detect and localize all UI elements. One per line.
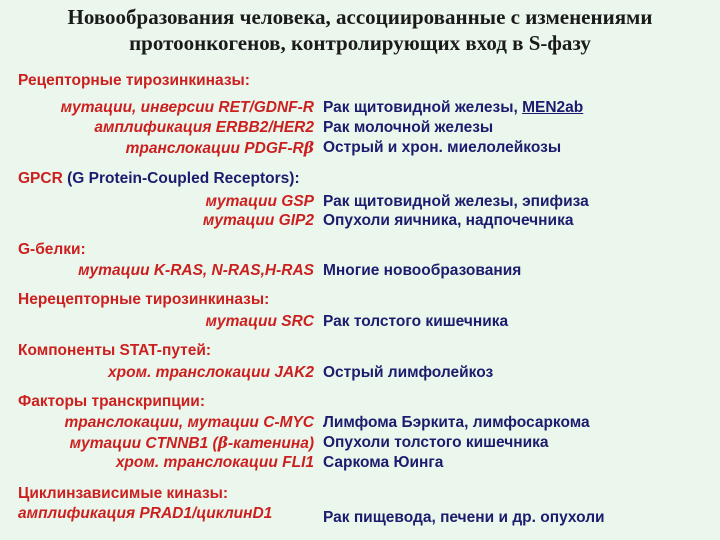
beta-symbol: β: [217, 433, 228, 452]
tumor-type-thyroid: Рак щитовидной железы,: [323, 99, 523, 116]
gene-alteration-pdgfr: [126, 139, 314, 158]
tumor-type-ewing: Саркома Юинга: [323, 454, 444, 471]
gene-alteration-erbb2: амплификация ERBB2/HER2: [94, 119, 314, 136]
group-header-stat: Компоненты STAT-путей:: [18, 342, 212, 359]
gene-alteration-jak2: хром. транслокации JAK2: [108, 364, 314, 381]
group-header-cdk: Циклинзависимые киназы:: [18, 485, 229, 502]
tumor-type-many: Многие новообразования: [323, 262, 522, 279]
slide-title: [0, 4, 720, 56]
tumor-type-colon: Рак толстого кишечника: [323, 313, 509, 330]
ctnnb1-suffix: -катенина): [228, 435, 314, 452]
group-header-transcription-factors: Факторы транскрипции:: [18, 393, 205, 410]
gene-alteration-fli1: хром. транслокации FLI1: [115, 454, 314, 471]
tumor-type-colon-tumors: Опухоли толстого кишечника: [323, 434, 549, 451]
gene-alteration-ras: мутации K-RAS, N-RAS,H-RAS: [78, 262, 314, 279]
gpcr-full: (G Protein-Coupled Receptors):: [67, 170, 300, 187]
title-line-1: Новообразования человека, ассоциированные с изменениями: [67, 5, 653, 29]
gene-alteration-gip2: мутации GIP2: [202, 212, 314, 229]
gene-alteration-gsp: мутации GSP: [205, 193, 314, 210]
gpcr-abbrev: GPCR: [18, 170, 68, 187]
gene-alteration-src: мутации SRC: [205, 313, 314, 330]
tumor-type-thyroid-pineal: Рак щитовидной железы, эпифиза: [323, 193, 589, 210]
gene-alteration-prad1: амплификация PRAD1/циклинD1: [18, 505, 273, 522]
pdgfr-text: транслокации PDGF-R: [125, 140, 304, 157]
group-header-g-proteins: G-белки:: [18, 241, 86, 258]
ctnnb1-prefix: мутации CTNNB1 (: [69, 435, 218, 452]
group-header-nonreceptor-tk: Нерецепторные тирозинкиназы:: [18, 291, 270, 308]
beta-symbol: β: [303, 138, 314, 157]
group-header-receptor-tk: Рецепторные тирозинкиназы:: [18, 72, 250, 89]
gene-alteration-ret: мутации, инверсии RET/GDNF-R: [60, 99, 314, 116]
gene-alteration-cmyc: транслокации, мутации C-MYC: [64, 414, 314, 431]
group-header-gpcr: [18, 170, 300, 188]
tumor-type-thyroid-men2: [323, 99, 583, 117]
tumor-type-esophagus-liver: Рак пищевода, печени и др. опухоли: [323, 509, 605, 526]
tumor-type-lympholeukemia: Острый лимфолейкоз: [323, 364, 494, 381]
tumor-type-ovary-adrenal: Опухоли яичника, надпочечника: [323, 212, 574, 229]
title-line-2: протоонкогенов, контролирующих вход в S-фазу: [129, 31, 591, 55]
tumor-type-burkitt: Лимфома Бэркита, лимфосаркома: [323, 414, 590, 431]
tumor-type-breast: Рак молочной железы: [323, 119, 494, 136]
gene-alteration-ctnnb1: [70, 434, 314, 453]
tumor-type-myeloleukemia: Острый и хрон. миелолейкозы: [323, 139, 562, 156]
men2ab-link: MEN2ab: [522, 99, 584, 116]
